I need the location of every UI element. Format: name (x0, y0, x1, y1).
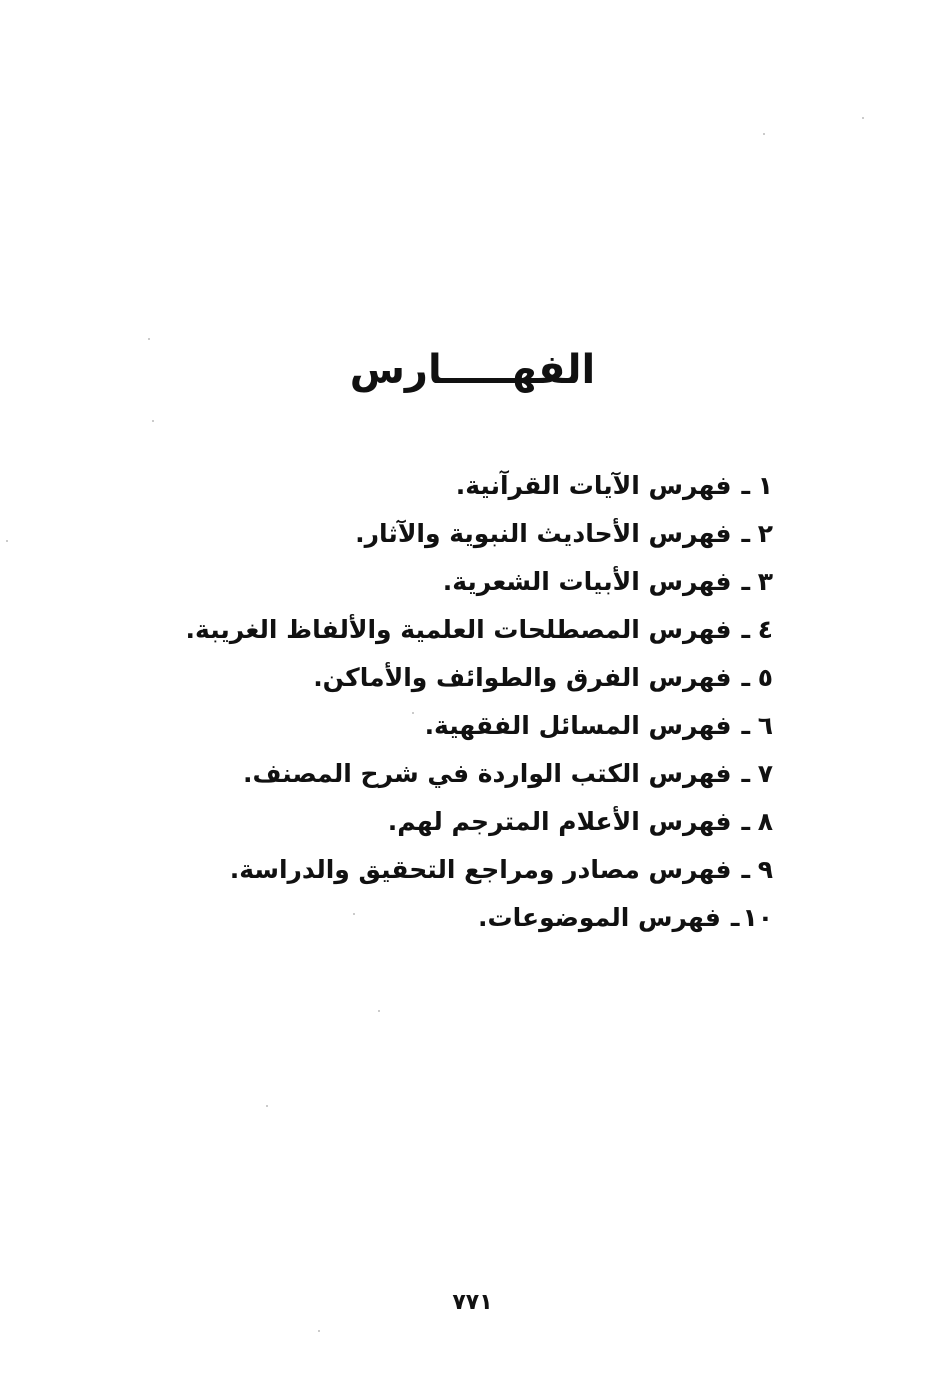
item-dash: ـ (741, 807, 750, 836)
scan-speck (353, 913, 355, 915)
list-item (186, 510, 773, 558)
scan-speck (763, 133, 765, 135)
item-number: ٧ (757, 759, 773, 788)
item-number: ٩ (757, 855, 773, 884)
scan-speck (152, 420, 154, 422)
item-number: ٨ (757, 807, 773, 836)
list-item (186, 894, 773, 942)
list-item (186, 750, 773, 798)
list-item (186, 702, 773, 750)
item-dash: ـ (741, 567, 750, 596)
scan-speck (6, 540, 8, 542)
item-text: فهرس المصطلحات العلمية والألفاظ الغريبة. (185, 615, 732, 644)
item-text: فهرس الفرق والطوائف والأماكن. (313, 663, 732, 692)
item-number: ١ (757, 471, 773, 500)
item-text: فهرس الأبيات الشعرية. (442, 567, 732, 596)
item-text: فهرس الموضوعات. (477, 903, 721, 932)
item-dash: ـ (730, 903, 740, 932)
item-number: ٢ (757, 519, 773, 548)
list-item (186, 798, 773, 846)
list-item (186, 654, 773, 702)
list-item (186, 846, 773, 894)
scan-speck (318, 1330, 320, 1332)
item-text: فهرس مصادر ومراجع التحقيق والدراسة. (229, 855, 732, 884)
item-number: ٤ (757, 615, 773, 644)
scan-speck (148, 338, 150, 340)
item-dash: ـ (741, 663, 750, 692)
item-text: فهرس الأعلام المترجم لهم. (387, 807, 732, 836)
list-item (186, 462, 773, 510)
scan-speck (412, 712, 414, 714)
index-list (186, 462, 773, 942)
item-text: فهرس الأحاديث النبوية والآثار. (355, 519, 732, 548)
item-dash: ـ (741, 759, 750, 788)
item-text: فهرس المسائل الفقهية. (424, 711, 732, 740)
item-text: فهرس الكتب الواردة في شرح المصنف. (243, 759, 732, 788)
item-dash: ـ (741, 711, 750, 740)
page-title: الفهـــــارس (349, 347, 596, 393)
item-number: ٦ (757, 711, 773, 740)
item-number: ٣ (757, 567, 773, 596)
item-text: فهرس الآيات القرآنية. (455, 471, 732, 500)
item-number: ٥ (757, 663, 773, 692)
item-dash: ـ (741, 615, 750, 644)
scan-speck (266, 1105, 268, 1107)
scan-speck (378, 1010, 380, 1012)
item-dash: ـ (741, 855, 750, 884)
list-item (186, 606, 773, 654)
item-dash: ـ (741, 519, 750, 548)
page-number: ٧٧١ (452, 1290, 493, 1315)
list-item (186, 558, 773, 606)
scan-speck (862, 117, 864, 119)
item-dash: ـ (741, 471, 750, 500)
item-number: ١٠ (742, 903, 773, 932)
